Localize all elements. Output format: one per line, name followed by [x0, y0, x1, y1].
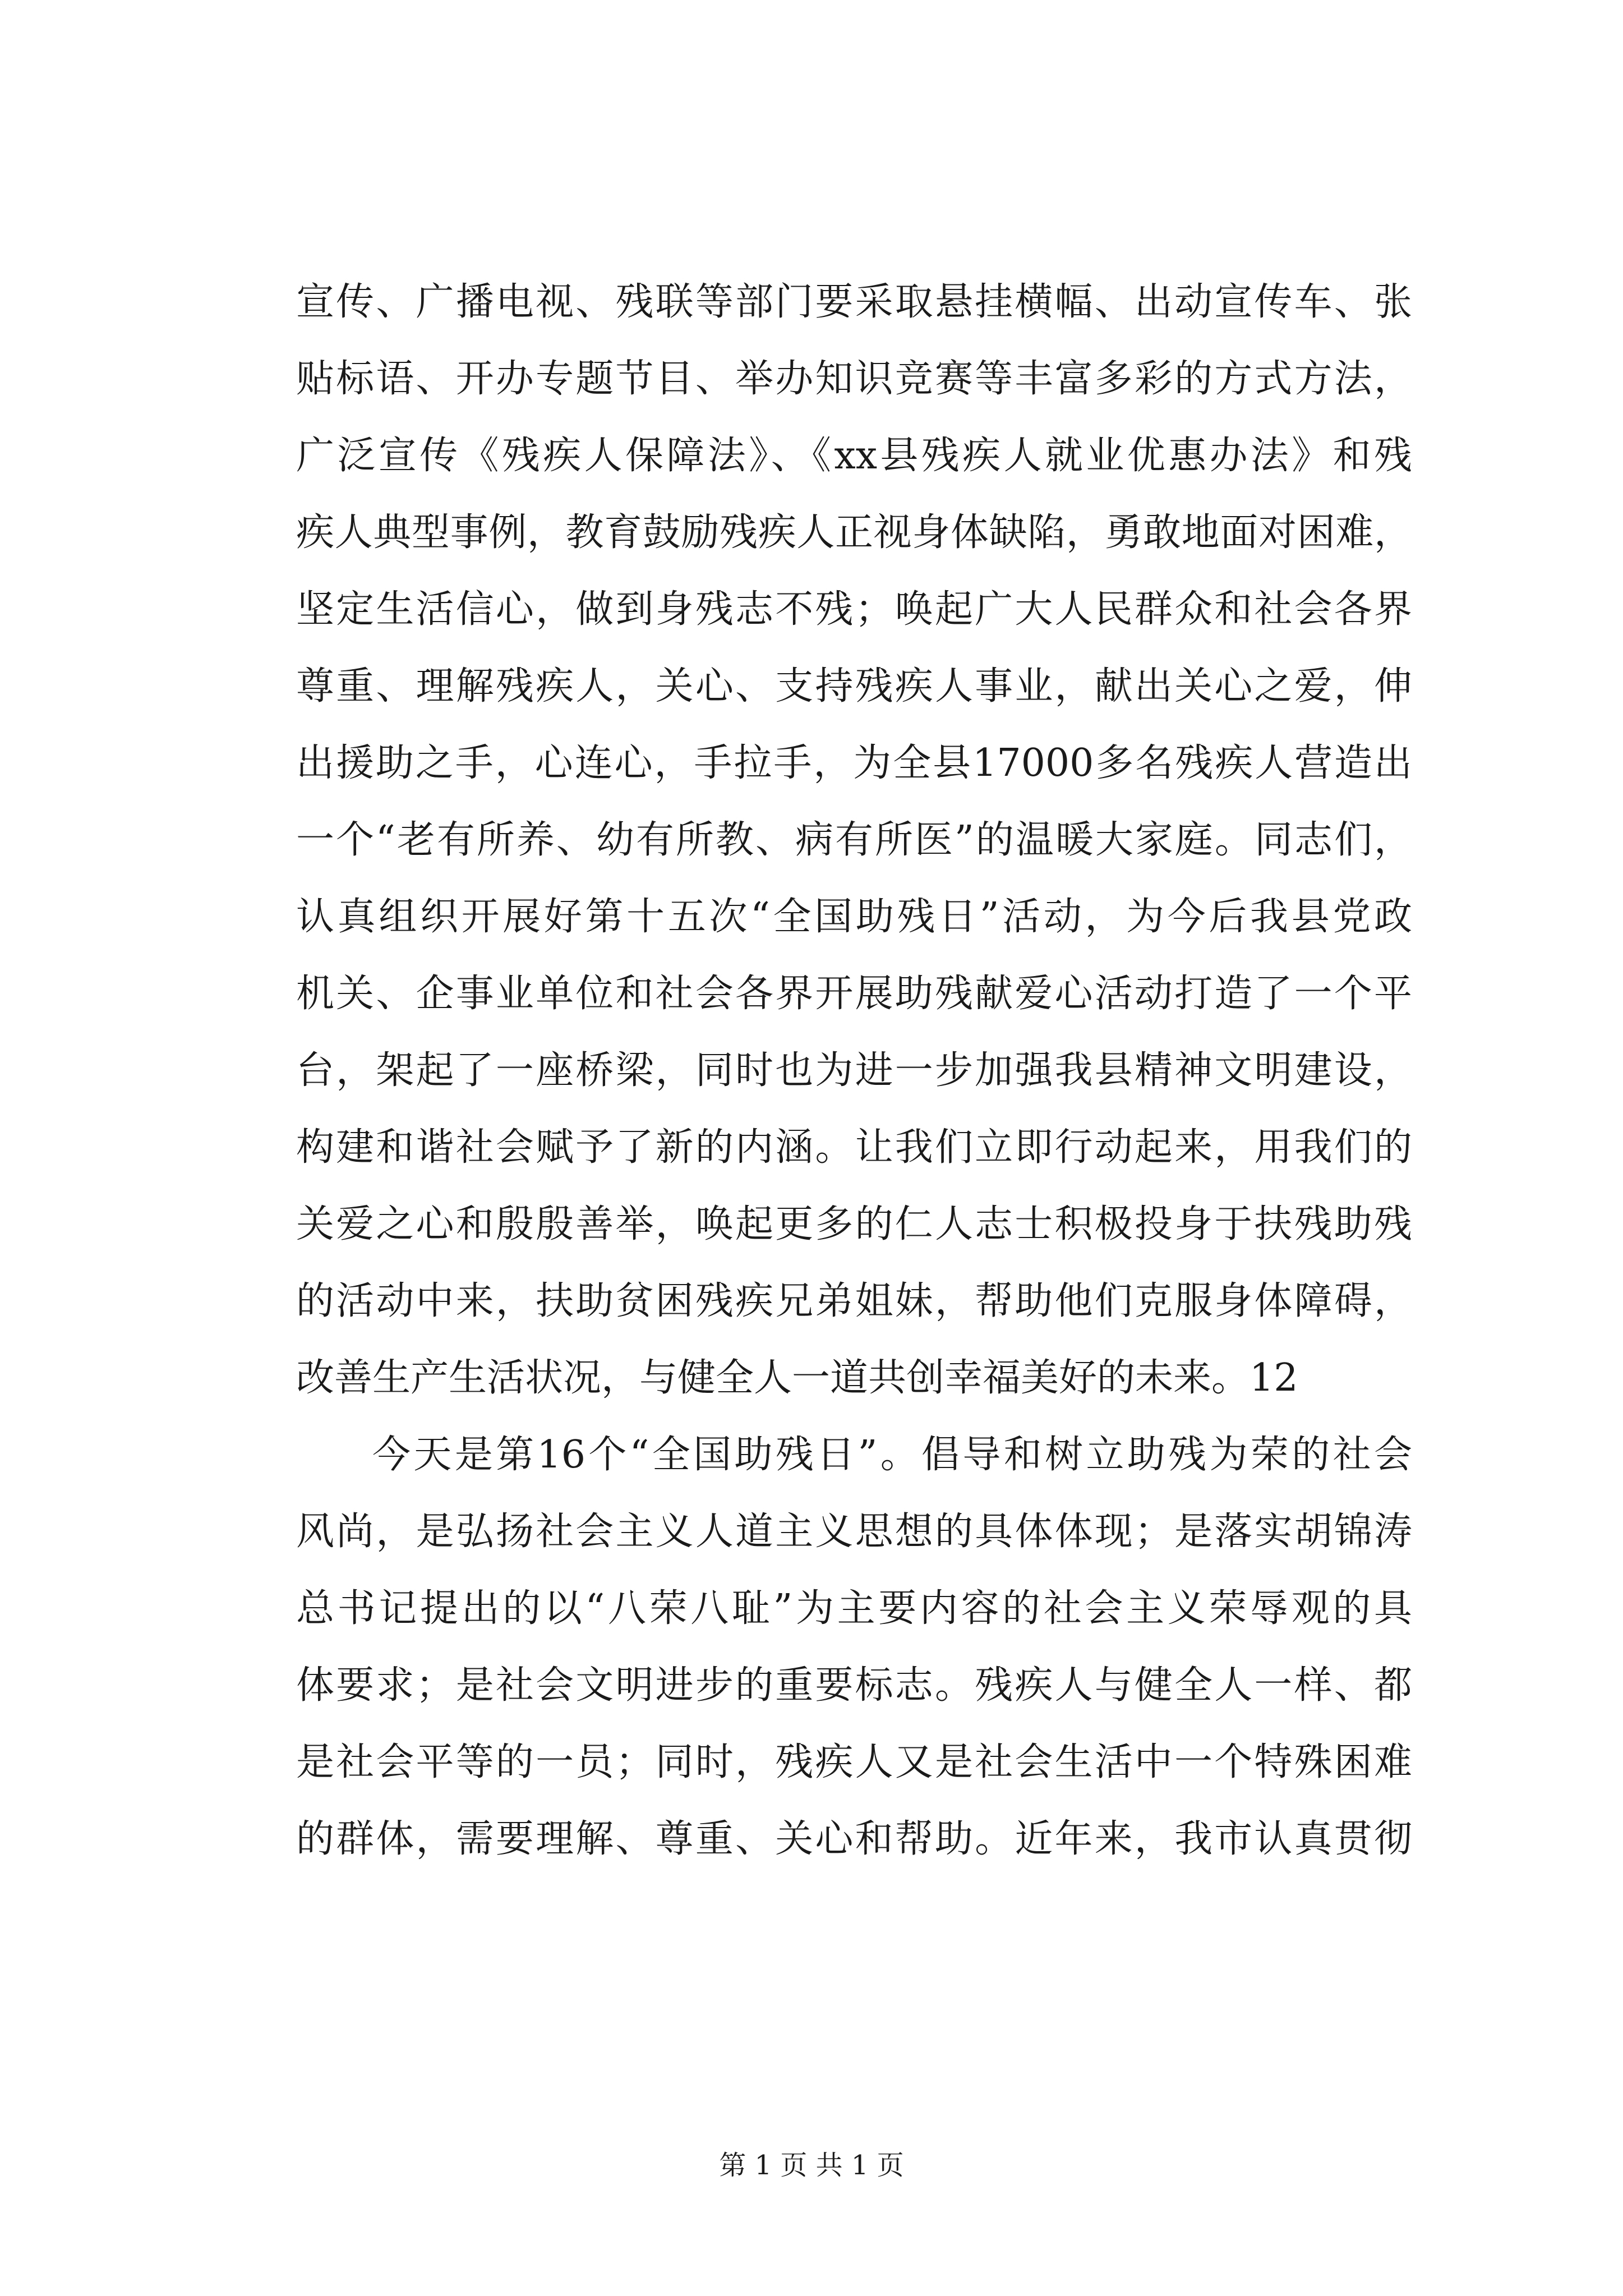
text-line: 尊重、理解残疾人，关心、支持残疾人事业，献出关心之爱，伸: [296, 664, 1412, 708]
text-line: 台，架起了一座桥梁，同时也为进一步加强我县精神文明建设，: [296, 1048, 1412, 1093]
text-line: 关爱之心和殷殷善举，唤起更多的仁人志士积极投身于扶残助残: [296, 1202, 1412, 1246]
text-line: 体要求；是社会文明进步的重要标志。残疾人与健全人一样、都: [296, 1663, 1412, 1708]
text-line: 总书记提出的以“八荣八耻”为主要内容的社会主义荣辱观的具: [296, 1586, 1412, 1631]
text-line-first: 今天是第16个“全国助残日”。倡导和树立助残为荣的社会: [372, 1433, 1412, 1477]
page-footer: 第 1 页 共 1 页: [719, 2150, 904, 2181]
text-line: 出援助之手，心连心，手拉手，为全县17000多名残疾人营造出: [296, 741, 1412, 785]
text-line: 的群体，需要理解、尊重、关心和帮助。近年来，我市认真贯彻: [296, 1817, 1412, 1861]
text-line: 疾人典型事例，教育鼓励残疾人正视身体缺陷，勇敢地面对困难，: [296, 510, 1412, 555]
text-line: 宣传、广播电视、残联等部门要采取悬挂横幅、出动宣传车、张: [296, 280, 1412, 324]
text-line: 是社会平等的一员；同时，残疾人又是社会生活中一个特殊困难: [296, 1740, 1412, 1784]
text-line: 坚定生活信心，做到身残志不残；唤起广大人民群众和社会各界: [296, 587, 1412, 632]
text-line: 认真组织开展好第十五次“全国助残日”活动，为今后我县党政: [296, 895, 1412, 939]
text-line: 一个“老有所养、幼有所教、病有所医”的温暖大家庭。同志们，: [296, 818, 1412, 862]
text-line-last: 改善生产生活状况，与健全人一道共创幸福美好的未来。12: [296, 1356, 1298, 1400]
text-line: 机关、企事业单位和社会各界开展助残献爱心活动打造了一个平: [296, 972, 1412, 1016]
paragraph-2: [296, 1416, 1412, 1878]
text-line: 广泛宣传《残疾人保障法》、《xx县残疾人就业优惠办法》和残: [296, 434, 1412, 478]
text-line: 贴标语、开办专题节目、举办知识竞赛等丰富多彩的方式方法，: [296, 357, 1412, 401]
text-line: 的活动中来，扶助贫困残疾兄弟姐妹，帮助他们克服身体障碍，: [296, 1279, 1412, 1323]
text-line: 构建和谐社会赋予了新的内涵。让我们立即行动起来，用我们的: [296, 1125, 1412, 1170]
document-body: [296, 264, 1412, 1878]
text-line: 风尚，是弘扬社会主义人道主义思想的具体体现；是落实胡锦涛: [296, 1510, 1412, 1554]
paragraph-1: [296, 264, 1412, 1416]
